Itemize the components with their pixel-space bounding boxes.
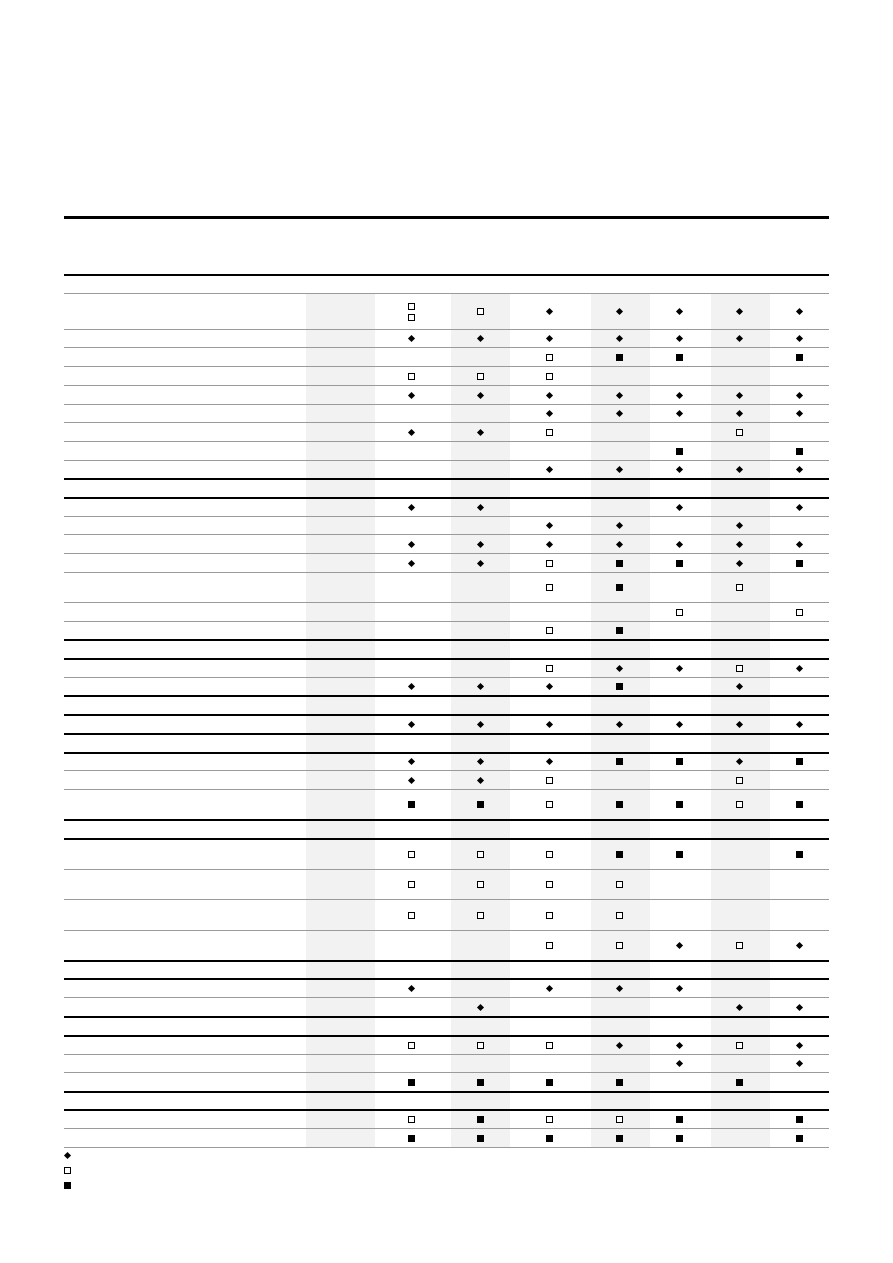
filled-square-icon	[676, 354, 683, 361]
open-square-icon	[546, 584, 553, 591]
diamond-icon	[407, 540, 414, 547]
row-divider	[64, 733, 829, 735]
diamond-icon	[407, 503, 414, 510]
diamond-icon	[545, 410, 552, 417]
row-divider	[64, 819, 829, 821]
open-square-icon	[408, 373, 415, 380]
diamond-icon	[545, 758, 552, 765]
diamond-icon	[545, 391, 552, 398]
open-square-icon	[676, 609, 683, 616]
diamond-icon	[545, 466, 552, 473]
diamond-icon	[795, 410, 802, 417]
row-divider	[64, 1147, 829, 1148]
diamond-icon	[407, 391, 414, 398]
filled-square-icon	[616, 851, 623, 858]
open-square-icon	[546, 777, 553, 784]
filled-square-icon	[676, 1116, 683, 1123]
row-divider	[64, 347, 829, 348]
open-square-icon	[546, 1042, 553, 1049]
open-square-icon	[408, 912, 415, 919]
open-square-icon	[477, 851, 484, 858]
row-divider	[64, 497, 829, 499]
filled-square-icon	[616, 584, 623, 591]
open-square-icon	[546, 881, 553, 888]
filled-square-icon	[477, 1079, 484, 1086]
filled-square-icon	[676, 560, 683, 567]
row-divider	[64, 714, 829, 716]
diamond-icon	[675, 308, 682, 315]
row-divider	[64, 752, 829, 754]
diamond-icon	[675, 335, 682, 342]
open-square-icon	[736, 942, 743, 949]
filled-square-icon	[408, 1079, 415, 1086]
row-divider	[64, 1072, 829, 1073]
diamond-icon	[545, 335, 552, 342]
filled-square-icon	[616, 801, 623, 808]
legend-open-square-icon	[64, 1167, 71, 1174]
row-divider	[64, 639, 829, 641]
row-divider	[64, 770, 829, 771]
filled-square-icon	[408, 801, 415, 808]
row-divider	[64, 572, 829, 573]
open-square-icon	[546, 801, 553, 808]
diamond-icon	[675, 984, 682, 991]
row-divider	[64, 460, 829, 461]
filled-square-icon	[736, 1079, 743, 1086]
row-divider	[64, 695, 829, 697]
open-square-icon	[796, 609, 803, 616]
open-square-icon	[546, 912, 553, 919]
diamond-icon	[795, 391, 802, 398]
diamond-icon	[795, 1041, 802, 1048]
filled-square-icon	[616, 1079, 623, 1086]
open-square-icon	[477, 308, 484, 315]
open-square-icon	[408, 1042, 415, 1049]
row-divider	[64, 997, 829, 998]
filled-square-icon	[796, 448, 803, 455]
open-square-icon	[408, 881, 415, 888]
open-square-icon	[736, 1042, 743, 1049]
filled-square-icon	[796, 1135, 803, 1142]
row-divider	[64, 899, 829, 900]
row-divider	[64, 978, 829, 980]
filled-square-icon	[796, 1116, 803, 1123]
diamond-icon	[795, 720, 802, 727]
header-rule	[64, 293, 829, 294]
open-square-icon	[546, 560, 553, 567]
diamond-icon	[407, 559, 414, 566]
diamond-icon	[407, 428, 414, 435]
diamond-icon	[407, 776, 414, 783]
filled-square-icon	[616, 1135, 623, 1142]
row-divider	[64, 838, 829, 840]
legend-filled-square-icon	[64, 1182, 71, 1189]
diamond-icon	[795, 308, 802, 315]
diamond-icon	[545, 522, 552, 529]
diamond-icon	[675, 391, 682, 398]
row-divider	[64, 1016, 829, 1018]
diamond-icon	[675, 1041, 682, 1048]
filled-square-icon	[477, 1116, 484, 1123]
diamond-icon	[675, 1060, 682, 1067]
row-divider	[64, 1091, 829, 1093]
diamond-icon	[675, 466, 682, 473]
open-square-icon	[616, 942, 623, 949]
open-square-icon	[736, 665, 743, 672]
row-divider	[64, 960, 829, 962]
filled-square-icon	[676, 801, 683, 808]
diamond-icon	[545, 720, 552, 727]
diamond-icon	[675, 664, 682, 671]
open-square-icon	[477, 1042, 484, 1049]
diamond-icon	[675, 942, 682, 949]
diamond-icon	[545, 683, 552, 690]
open-square-icon	[408, 1116, 415, 1123]
open-square-icon	[736, 801, 743, 808]
row-divider	[64, 422, 829, 423]
row-divider	[64, 516, 829, 517]
diamond-icon	[675, 720, 682, 727]
row-divider	[64, 478, 829, 480]
row-divider	[64, 658, 829, 660]
open-square-icon	[616, 912, 623, 919]
diamond-icon	[795, 503, 802, 510]
diamond-icon	[545, 308, 552, 315]
open-square-icon	[408, 851, 415, 858]
open-square-icon	[616, 1116, 623, 1123]
open-square-icon	[477, 912, 484, 919]
row-divider	[64, 366, 829, 367]
diamond-icon	[795, 664, 802, 671]
diamond-icon	[795, 466, 802, 473]
open-square-icon	[408, 314, 415, 321]
filled-square-icon	[676, 758, 683, 765]
filled-square-icon	[477, 801, 484, 808]
row-divider	[64, 869, 829, 870]
row-divider	[64, 441, 829, 442]
diamond-icon	[407, 984, 414, 991]
open-square-icon	[616, 881, 623, 888]
filled-square-icon	[796, 560, 803, 567]
diamond-icon	[407, 720, 414, 727]
diamond-icon	[407, 758, 414, 765]
row-divider	[64, 1054, 829, 1055]
row-divider	[64, 789, 829, 790]
filled-square-icon	[546, 1079, 553, 1086]
diamond-icon	[675, 503, 682, 510]
open-square-icon	[736, 777, 743, 784]
filled-square-icon	[616, 758, 623, 765]
filled-square-icon	[676, 851, 683, 858]
diamond-icon	[795, 942, 802, 949]
filled-square-icon	[676, 448, 683, 455]
open-square-icon	[546, 627, 553, 634]
open-square-icon	[546, 942, 553, 949]
diamond-icon	[545, 540, 552, 547]
filled-square-icon	[796, 851, 803, 858]
open-square-icon	[546, 373, 553, 380]
filled-square-icon	[616, 683, 623, 690]
row-divider	[64, 602, 829, 603]
row-divider	[64, 1109, 829, 1111]
filled-square-icon	[616, 627, 623, 634]
filled-square-icon	[796, 354, 803, 361]
open-square-icon	[477, 373, 484, 380]
diamond-icon	[795, 1060, 802, 1067]
row-divider	[64, 621, 829, 622]
open-square-icon	[546, 851, 553, 858]
diamond-icon	[407, 335, 414, 342]
row-divider	[64, 534, 829, 535]
open-square-icon	[736, 584, 743, 591]
row-divider	[64, 553, 829, 554]
top-rule	[64, 216, 829, 219]
diamond-icon	[795, 1003, 802, 1010]
open-square-icon	[546, 665, 553, 672]
row-divider	[64, 1035, 829, 1037]
filled-square-icon	[676, 1135, 683, 1142]
open-square-icon	[477, 881, 484, 888]
diamond-icon	[795, 335, 802, 342]
diamond-icon	[407, 683, 414, 690]
diamond-icon	[545, 984, 552, 991]
row-divider	[64, 677, 829, 678]
open-square-icon	[736, 429, 743, 436]
filled-square-icon	[616, 354, 623, 361]
open-square-icon	[546, 1116, 553, 1123]
filled-square-icon	[796, 801, 803, 808]
row-divider	[64, 385, 829, 386]
diamond-icon	[675, 410, 682, 417]
row-divider	[64, 930, 829, 931]
header-rule	[64, 274, 829, 276]
filled-square-icon	[408, 1135, 415, 1142]
diamond-icon	[795, 540, 802, 547]
filled-square-icon	[796, 758, 803, 765]
filled-square-icon	[616, 560, 623, 567]
filled-square-icon	[477, 1135, 484, 1142]
row-divider	[64, 329, 829, 330]
open-square-icon	[546, 429, 553, 436]
filled-square-icon	[546, 1135, 553, 1142]
open-square-icon	[408, 303, 415, 310]
open-square-icon	[546, 354, 553, 361]
diamond-icon	[675, 540, 682, 547]
row-divider	[64, 1128, 829, 1129]
row-divider	[64, 404, 829, 405]
